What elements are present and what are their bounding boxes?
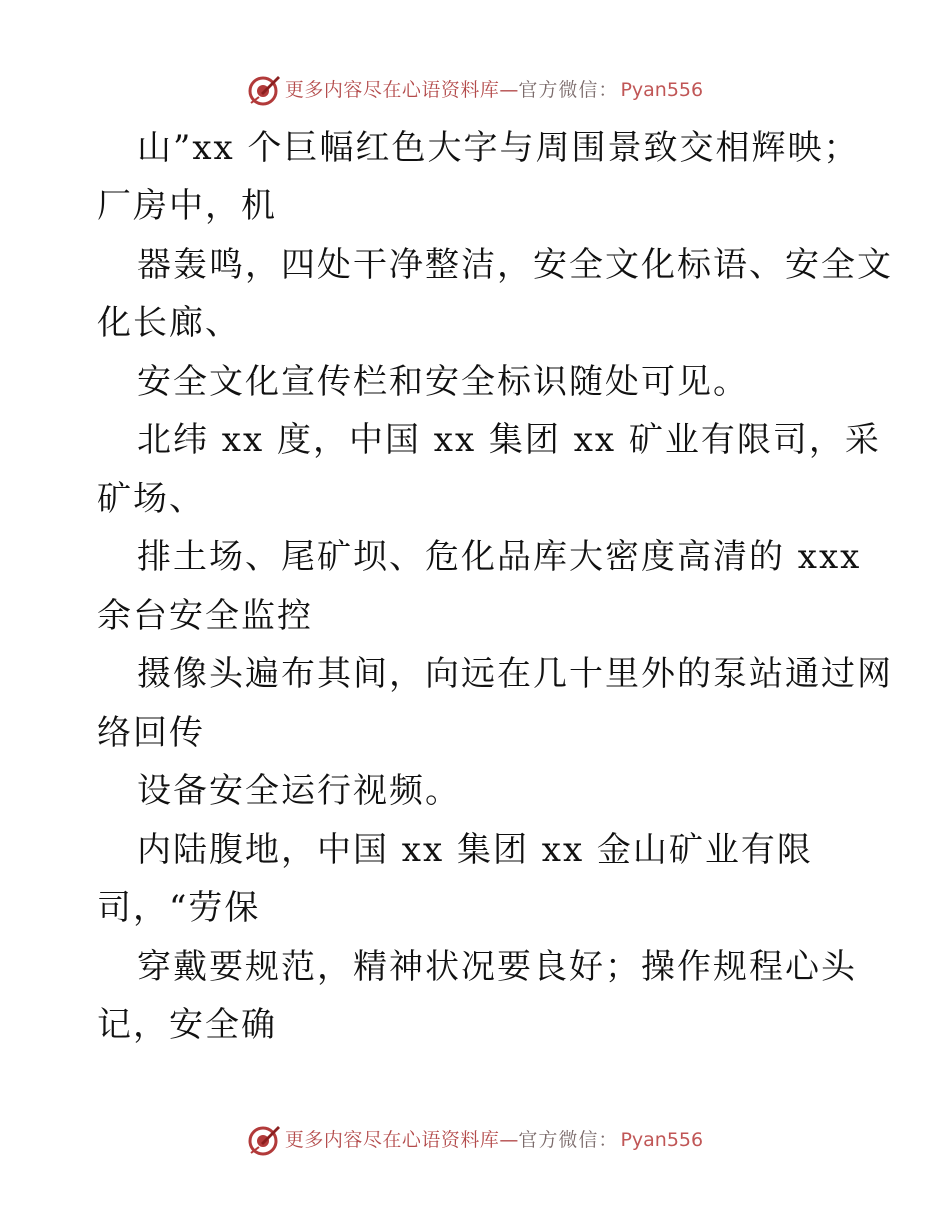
watermark-text: 更多内容尽在心语资料库 bbox=[284, 1129, 500, 1151]
watermark-wechat-id: Pyan556 bbox=[620, 79, 704, 101]
text-line: 络回传 bbox=[97, 713, 205, 753]
quill-logo-icon bbox=[247, 1123, 281, 1157]
text-line: 摄像头遍布其间，向远在几十里外的泵站通过网 bbox=[137, 654, 893, 694]
text-line: 安全文化宣传栏和安全标识随处可见。 bbox=[137, 362, 749, 402]
text-line: 山”xx 个巨幅红色大字与周围景致交相辉映； bbox=[137, 128, 860, 168]
watermark-dash: — bbox=[499, 79, 519, 101]
text-line: 排土场、尾矿坝、危化品库大密度高清的 xxx bbox=[137, 537, 862, 577]
quill-logo-icon bbox=[247, 73, 281, 107]
watermark-wechat-label: 官方微信： bbox=[518, 79, 619, 101]
text-line: 化长廊、 bbox=[97, 303, 241, 343]
text-line: 穿戴要规范，精神状况要良好；操作规程心头 bbox=[137, 947, 857, 987]
text-line: 设备安全运行视频。 bbox=[137, 771, 461, 811]
header-watermark bbox=[0, 70, 950, 110]
text-line: 余台安全监控 bbox=[97, 596, 313, 636]
text-line: 记，安全确 bbox=[97, 1005, 277, 1045]
text-line: 器轰鸣，四处干净整洁，安全文化标语、安全文 bbox=[137, 245, 893, 285]
text-line: 厂房中，机 bbox=[97, 186, 277, 226]
watermark-wechat-id: Pyan556 bbox=[620, 1129, 704, 1151]
text-line: 司，“劳保 bbox=[97, 888, 261, 928]
footer-watermark bbox=[0, 1120, 950, 1160]
text-line: 北纬 xx 度，中国 xx 集团 xx 矿业有限司，采 bbox=[137, 420, 881, 460]
watermark-text: 更多内容尽在心语资料库 bbox=[284, 79, 500, 101]
watermark-wechat-label: 官方微信： bbox=[518, 1129, 619, 1151]
text-line: 内陆腹地，中国 xx 集团 xx 金山矿业有限 bbox=[137, 830, 813, 870]
watermark-dash: — bbox=[499, 1129, 519, 1151]
text-line: 矿场、 bbox=[97, 479, 205, 519]
